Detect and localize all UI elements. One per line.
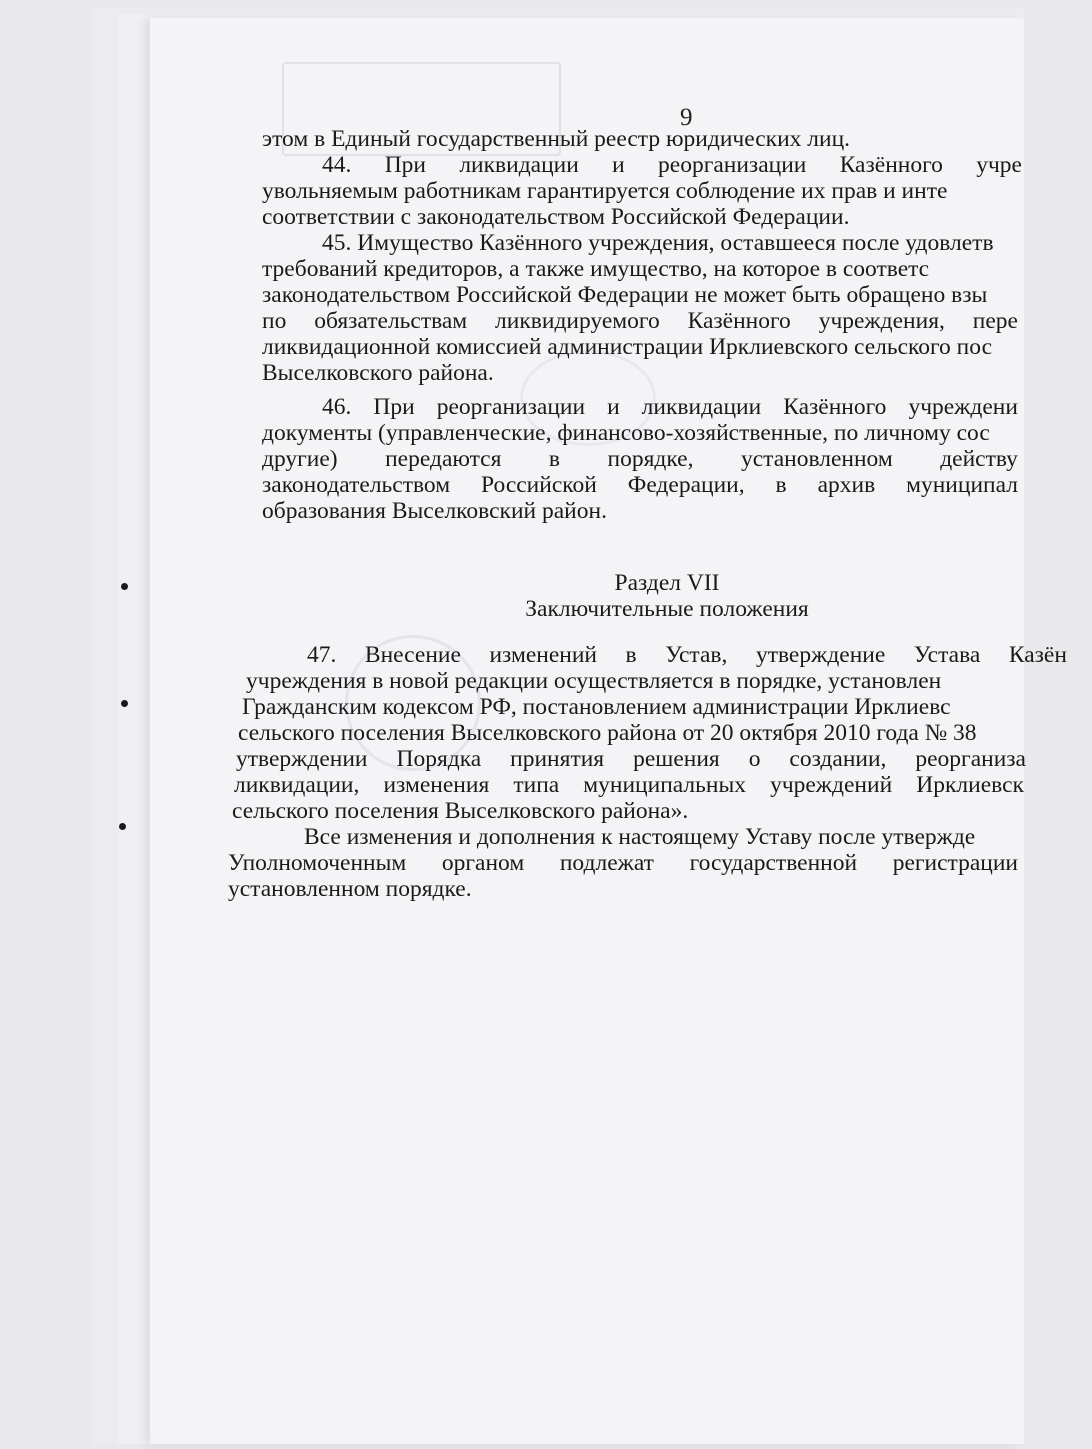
text-line: другие) передаются в порядке, установленном действу <box>262 446 1018 472</box>
text-line: утверждении Порядка принятия решения о создании, реорганиза <box>236 746 1026 772</box>
text-line: ликвидации, изменения типа муниципальных учреждений Ирклиевск <box>234 772 1024 798</box>
page-number: 9 <box>680 104 693 131</box>
text-line: Уполномоченным органом подлежат государственной регистрации <box>228 850 1018 876</box>
text-line: Все изменения и дополнения к настоящему Уставу после утвержде <box>304 824 976 850</box>
text-line: соответствии с законодательством Российской Федерации. <box>262 204 850 230</box>
text-line: документы (управленческие, финансово-хозяйственные, по личному сос <box>262 420 990 446</box>
binding-hole <box>121 700 128 707</box>
text-line: ликвидационной комиссией администрации Ирклиевского сельского пос <box>262 334 993 360</box>
text-line: сельского поселения Выселковского района». <box>232 798 689 824</box>
text-line: 44. При ликвидации и реорганизации Казённого учре <box>322 152 1022 178</box>
text-line: 46. При реорганизации и ликвидации Казённого учреждени <box>322 394 1018 420</box>
text-line: сельского поселения Выселковского района от 20 октября 2010 года № 38 <box>238 720 977 746</box>
binding-hole <box>121 583 128 590</box>
text-line: 45. Имущество Казённого учреждения, оставшееся после удовлетв <box>322 230 994 256</box>
binding-hole <box>119 823 126 830</box>
text-line: Гражданским кодексом РФ, постановлением администрации Ирклиевс <box>242 694 951 720</box>
document-body <box>228 126 1092 902</box>
text-line: требований кредиторов, а также имущество, на которое в соответс <box>262 256 930 282</box>
text-line: учреждения в новой редакции осуществляется в порядке, установлен <box>246 668 942 694</box>
text-line: образования Выселковский район. <box>262 498 607 524</box>
text-line: установленном порядке. <box>228 876 472 902</box>
text-line: законодательством Российской Федерации не может быть обращено взы <box>262 282 988 308</box>
text-line: увольняемым работникам гарантируется соблюдение их прав и инте <box>262 178 948 204</box>
section-number: Раздел VII <box>614 570 720 596</box>
text-line: по обязательствам ликвидируемого Казённого учреждения, пере <box>262 308 1018 334</box>
text-line: 47. Внесение изменений в Устав, утверждение Устава Казён <box>307 642 1067 668</box>
section-title: Заключительные положения <box>525 596 809 622</box>
text-line: Выселковского района. <box>262 360 494 386</box>
text-line: этом в Единый государственный реестр юридических лиц. <box>262 126 851 152</box>
text-line: законодательством Российской Федерации, в архив муниципал <box>262 472 1018 498</box>
